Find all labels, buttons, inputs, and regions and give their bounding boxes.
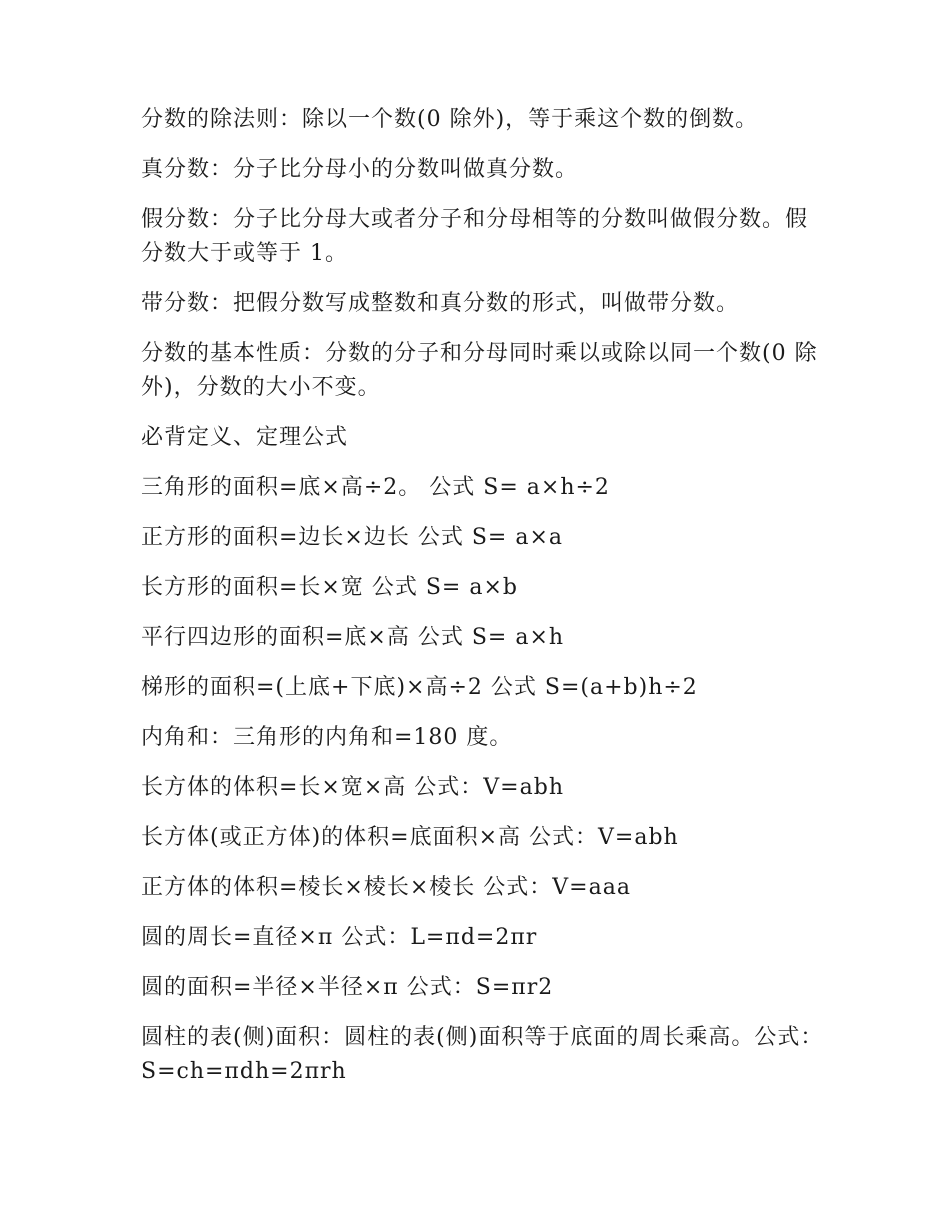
- paragraph-fraction-property: 分数的基本性质：分数的分子和分母同时乘以或除以同一个数(0 除外)，分数的大小不变。: [141, 341, 818, 400]
- paragraph-proper-fraction: 真分数：分子比分母小的分数叫做真分数。: [141, 157, 579, 182]
- formula-rectangle-area: 长方形的面积=长×宽 公式 S= a×b: [141, 575, 518, 600]
- formula-triangle-angle-sum: 内角和：三角形的内角和=180 度。: [141, 725, 513, 750]
- formula-triangle-area: 三角形的面积=底×高÷2。 公式 S= a×h÷2: [141, 475, 610, 500]
- paragraph-mixed-number: 带分数：把假分数写成整数和真分数的形式，叫做带分数。: [141, 291, 740, 316]
- section-heading-formulas: 必背定义、定理公式: [141, 425, 349, 450]
- paragraph-fraction-division: 分数的除法则：除以一个数(0 除外)，等于乘这个数的倒数。: [141, 107, 759, 132]
- formula-square-area: 正方形的面积=边长×边长 公式 S= a×a: [141, 525, 564, 550]
- formula-trapezoid-area: 梯形的面积=(上底+下底)×高÷2 公式 S=(a+b)h÷2: [141, 675, 698, 700]
- formula-cylinder-surface-area: 圆柱的表(侧)面积：圆柱的表(侧)面积等于底面的周长乘高。公式：S=ch=πdh=2πrh: [141, 1025, 824, 1084]
- paragraph-improper-fraction: 假分数：分子比分母大或者分子和分母相等的分数叫做假分数。假分数大于或等于 1。: [141, 207, 809, 266]
- formula-circle-area: 圆的面积=半径×半径×π 公式：S=πr2: [141, 975, 554, 1000]
- formula-parallelogram-area: 平行四边形的面积=底×高 公式 S= a×h: [141, 625, 565, 650]
- formula-cuboid-cube-volume: 长方体(或正方体)的体积=底面积×高 公式：V=abh: [141, 825, 679, 850]
- formula-cuboid-volume: 长方体的体积=长×宽×高 公式：V=abh: [141, 775, 564, 800]
- formula-cube-volume: 正方体的体积=棱长×棱长×棱长 公式：V=aaa: [141, 875, 631, 900]
- formula-circle-circumference: 圆的周长=直径×π 公式：L=πd=2πr: [141, 925, 538, 950]
